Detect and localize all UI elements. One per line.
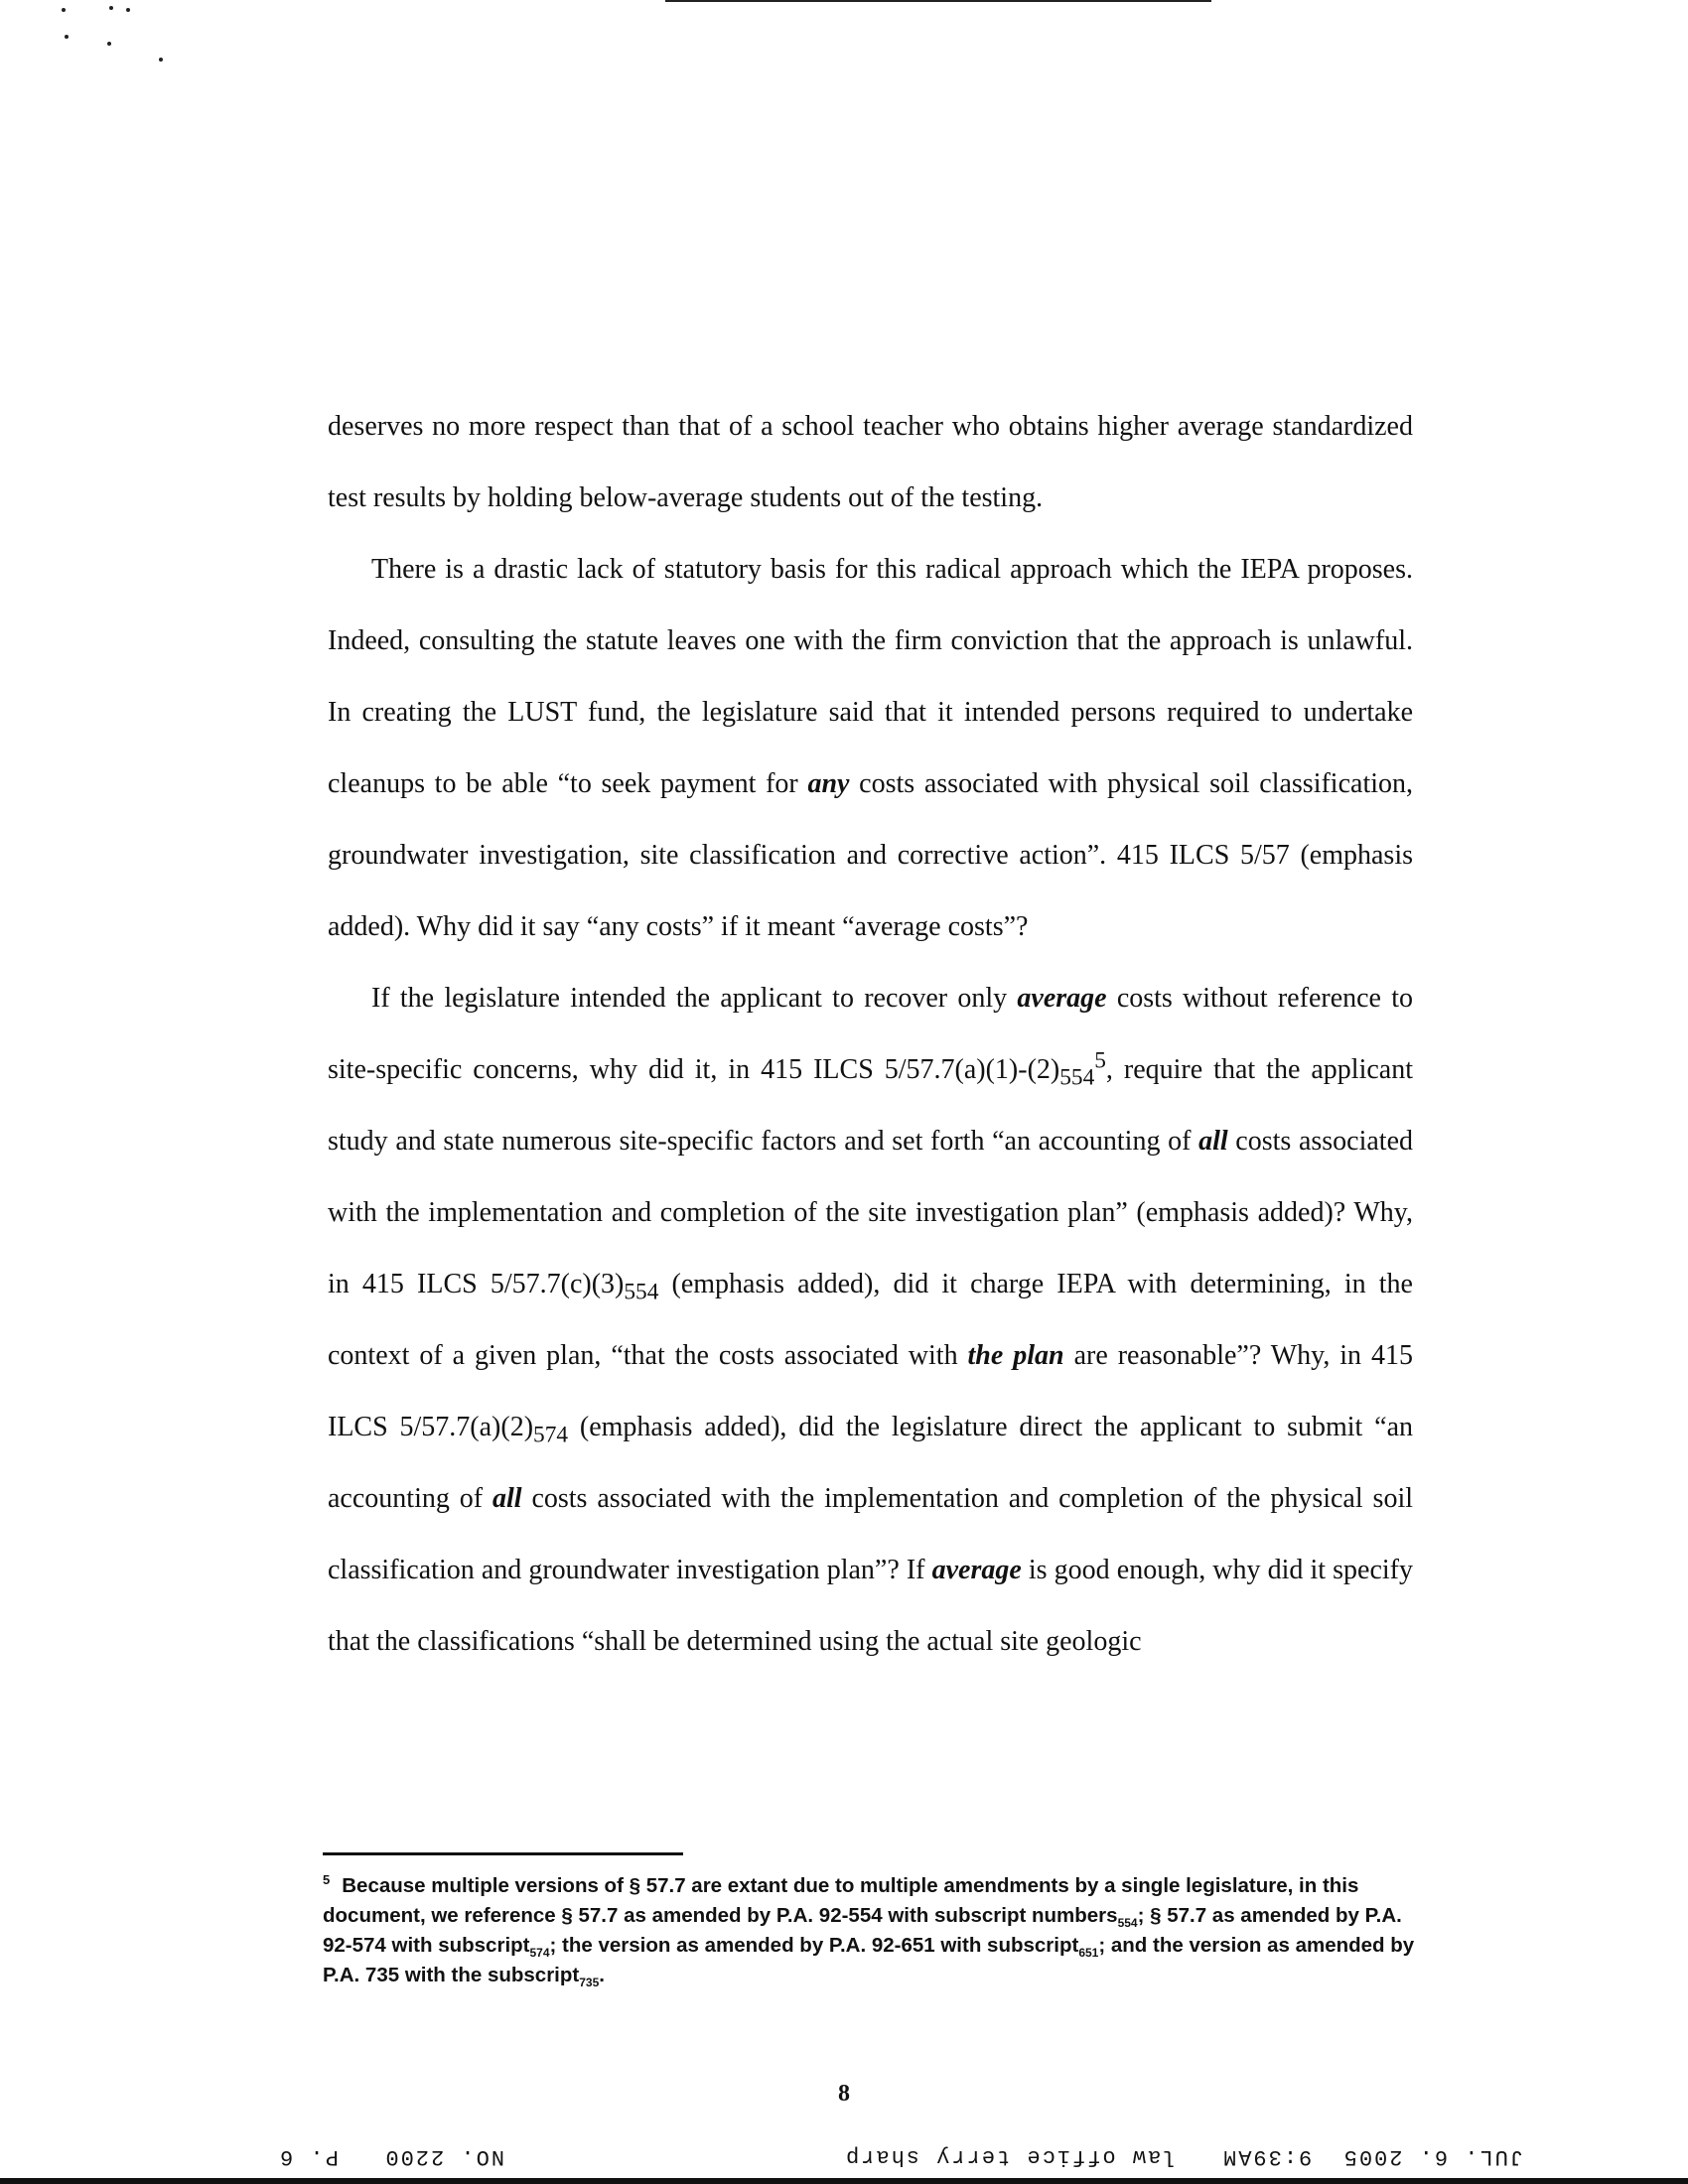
body-text bbox=[328, 391, 1413, 1678]
scan-speck bbox=[109, 6, 113, 10]
scan-top-line bbox=[665, 0, 1211, 2]
paragraph-1: deserves no more respect than that of a school teacher who obtains higher average standardized test results by holding below-average students out of the testing. bbox=[328, 411, 1413, 513]
scan-bottom-bar bbox=[0, 2178, 1688, 2184]
paragraph-2: There is a drastic lack of statutory basis for this radical approach which the IEPA proposes. Indeed, consulting the statute leaves one with the firm conviction that the approach is unlawful. In creating the LUST fund, the legislature said that it intended persons required to undertake cleanups to be able “to seek payment for any costs associated with physical soil classification, groundwater investigation, site classification and corrective action”. 415 ILCS 5/57 (emphasis added). Why did it say “any costs” if it meant “average costs”? bbox=[328, 554, 1413, 942]
scan-speck bbox=[159, 58, 163, 62]
footnote-mark: 5 bbox=[323, 1872, 331, 1888]
emphasis-average: average bbox=[1017, 983, 1107, 1014]
scan-speck bbox=[126, 8, 130, 12]
emphasis-all: all bbox=[1198, 1126, 1228, 1157]
scan-speck bbox=[62, 8, 66, 12]
paragraph-3: If the legislature intended the applicant to recover only average costs without reference to site-specific concerns, why did it, in 415 ILCS $5/57.7(a)(1)-(2)_{554}^5$, require that the applicant study and state numerous site-specific factors and set forth “an accounting of all costs associated with the implementation and completion of the site investigation plan” (emphasis added)? Why, in 415 ILCS $5/57.7(c)(3)_{554}$ (emphasis added), did it charge IEPA with determining, in the context of a given plan, “that the costs associated with the plan are reasonable”? Why, in 415 ILCS $5/57.7(a)(2)_{574}$ (emphasis added), did the legislature direct the applicant to submit “an accounting of all costs associated with the implementation and completion of the physical soil classification and groundwater investigation plan”? If average is good enough, why did it specify that the classifications “shall be determined using the actual site geologic bbox=[328, 983, 1414, 1657]
emphasis-any: any bbox=[807, 768, 850, 799]
fax-header-right: JUL. 6. 2005 9:39AM law office terry sharp bbox=[844, 2144, 1524, 2169]
footnote-5: $^5$ Because multiple versions of § 57.7 are extant due to multiple amendments by a single legislature, in this document, we reference § 57.7 as amended by P.A. 92-554 with subscript numbers$_{554}$; § 57.7 as amended by P.A. 92-574 with subscript$_{574}$; the version as amended by P.A. 92-651 with subscript$_{651}$; and the version as amended by P.A. 735 with the subscript$_{735}$. bbox=[323, 1872, 1415, 1990]
subscript: 554 bbox=[624, 1279, 659, 1305]
subscript: 554 bbox=[1059, 1064, 1095, 1091]
emphasis-the-plan: the plan bbox=[967, 1340, 1064, 1371]
footnote-divider bbox=[323, 1852, 683, 1855]
subscript: 574 bbox=[533, 1422, 569, 1448]
emphasis-all: all bbox=[492, 1483, 522, 1514]
scan-speck bbox=[107, 42, 111, 46]
fax-header-left: NO. 2200 P. 6 bbox=[278, 2144, 505, 2169]
scan-speck bbox=[65, 35, 69, 39]
footnote-reference: 5 bbox=[1094, 1047, 1106, 1074]
page-number: 8 bbox=[838, 2081, 850, 2107]
emphasis-average: average bbox=[931, 1555, 1022, 1585]
